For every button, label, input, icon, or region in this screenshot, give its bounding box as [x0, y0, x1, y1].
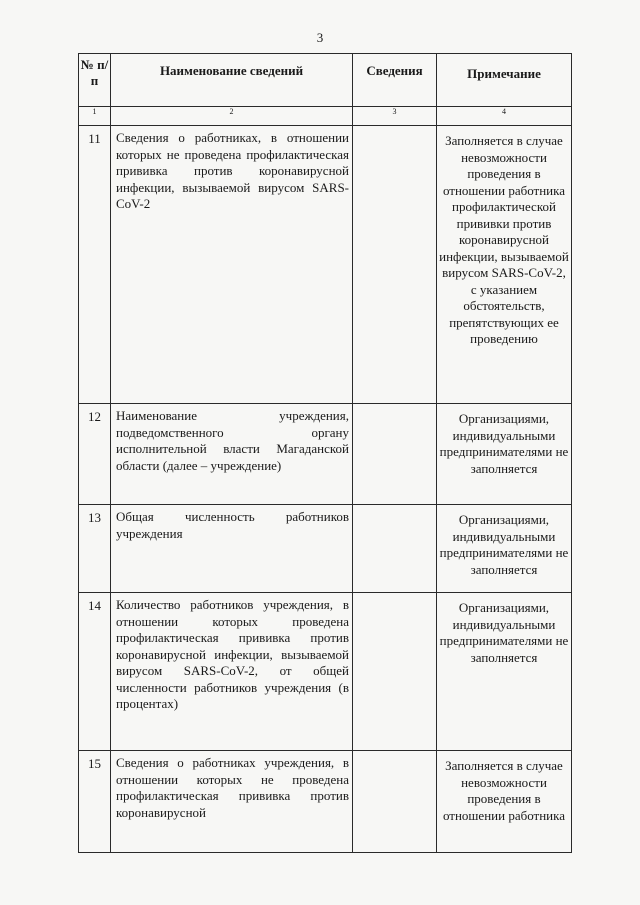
row-note: Организациями, индивидуальными предпринимателями не заполняется — [437, 593, 572, 751]
row-number: 12 — [79, 404, 111, 505]
row-name: Сведения о работниках учреждения, в отношении которых не проведена профилактическая прививка против коронавирусной — [111, 751, 353, 853]
table-row — [79, 593, 572, 751]
row-info — [353, 404, 437, 505]
row-number: 13 — [79, 505, 111, 593]
row-name: Количество работников учреждения, в отношении которых проведена профилактическая прививка против коронавирусной инфекции, вызываемой вирусом SARS-CoV-2, от общей численности работников учреждения (в процентах) — [111, 593, 353, 751]
table-row — [79, 404, 572, 505]
row-info — [353, 593, 437, 751]
row-number: 11 — [79, 126, 111, 404]
column-index: 4 — [437, 107, 572, 126]
row-note: Организациями, индивидуальными предпринимателями не заполняется — [437, 404, 572, 505]
row-name: Общая численность работников учреждения — [111, 505, 353, 593]
page-number: 3 — [316, 30, 324, 45]
row-note: Организациями, индивидуальными предпринимателями не заполняется — [437, 505, 572, 593]
column-index: 1 — [79, 107, 111, 126]
row-name: Сведения о работниках, в отношении которых не проведена профилактическая прививка против коронавирусной инфекции, вызываемой вирусом SARS-CoV-2 — [111, 126, 353, 404]
row-number: 14 — [79, 593, 111, 751]
row-info — [353, 505, 437, 593]
column-index: 2 — [111, 107, 353, 126]
row-info — [353, 751, 437, 853]
table-row — [79, 126, 572, 404]
table-row — [79, 505, 572, 593]
header-name: Наименование сведений — [111, 54, 353, 107]
header-note: Примечание — [437, 54, 572, 107]
header-num: № п/п — [79, 54, 111, 107]
header-row — [79, 54, 572, 107]
row-name: Наименование учреждения, подведомственного органу исполнительной власти Магаданской области (далее – учреждение) — [111, 404, 353, 505]
row-note: Заполняется в случае невозможности проведения в отношении работника — [437, 751, 572, 853]
row-number: 15 — [79, 751, 111, 853]
table-row — [79, 751, 572, 853]
info-table — [78, 53, 572, 853]
column-index: 3 — [353, 107, 437, 126]
header-info: Сведения — [353, 54, 437, 107]
column-index-row — [79, 107, 572, 126]
row-note: Заполняется в случае невозможности проведения в отношении работника профилактической прививки против коронавирусной инфекции, вызываемой вирусом SARS-CoV-2, с указанием обстоятельств, препятствующих ее проведению — [437, 126, 572, 404]
row-info — [353, 126, 437, 404]
